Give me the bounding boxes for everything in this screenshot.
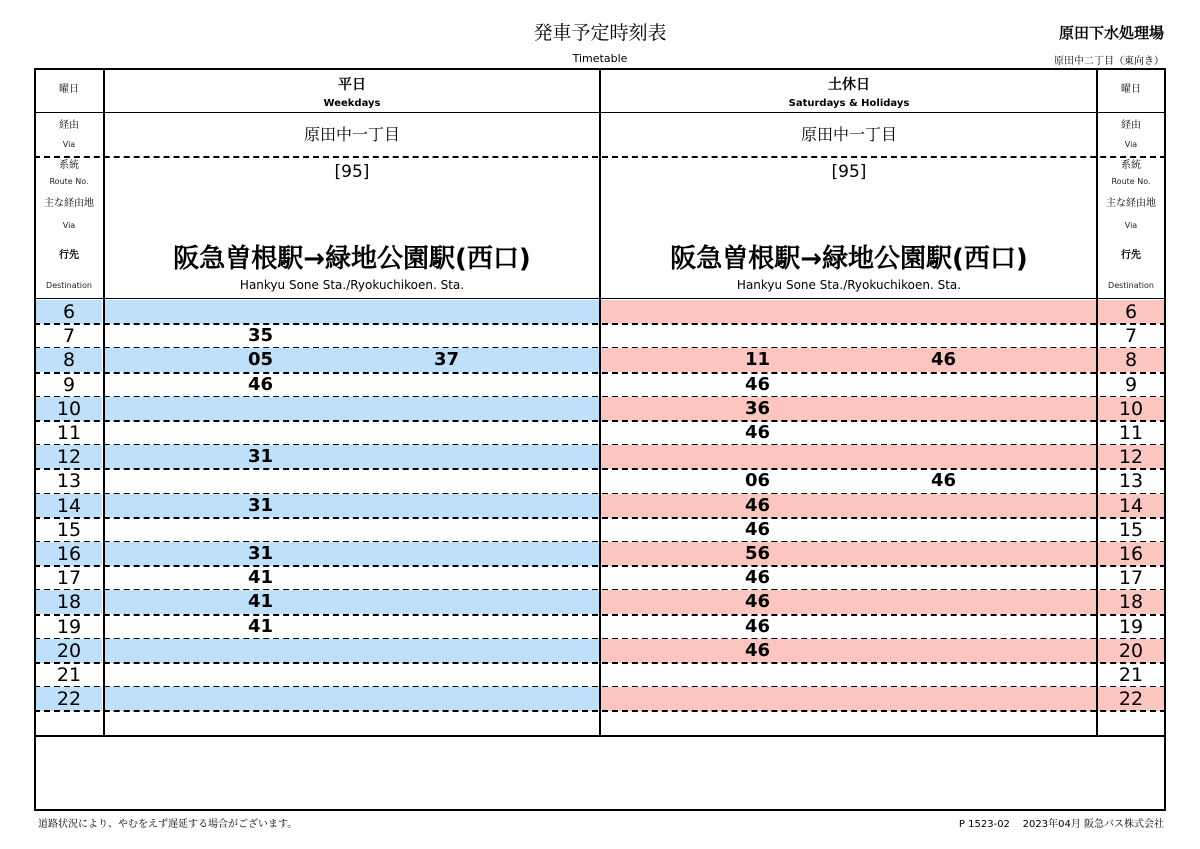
- label-destination-right: 行先: [1121, 250, 1141, 261]
- hour-label: 14: [36, 494, 102, 518]
- stop-name: 原田下水処理場: [1058, 24, 1164, 42]
- weekday-header: [104, 74, 600, 109]
- page-title: 発車予定時刻表: [533, 22, 667, 44]
- holiday-header: [601, 74, 1097, 109]
- departure-minute: 36: [745, 397, 771, 419]
- hour-label-right: 22: [1098, 687, 1164, 711]
- holiday-header-jp: 土休日: [828, 77, 870, 93]
- weekday-cell: [104, 542, 599, 566]
- holiday-cell: [601, 590, 1096, 614]
- departure-minute: 46: [745, 567, 771, 589]
- holiday-cell: [601, 639, 1096, 663]
- departure-minute: 05: [248, 349, 274, 371]
- holiday-cell: [601, 566, 1096, 590]
- label-day-right: 曜日: [1121, 84, 1141, 95]
- label-via-en-text: Via: [62, 140, 76, 149]
- hour-label: 11: [56, 422, 82, 444]
- label-route-en: [35, 176, 103, 187]
- departure-minute: 56: [745, 543, 771, 564]
- departure-minute: 31: [248, 446, 274, 468]
- holiday-destination: 阪急曽根駅→緑地公園駅(西口): [670, 244, 1028, 274]
- weekday-cell: [104, 300, 599, 324]
- weekday-cell: [104, 687, 599, 711]
- label-via: 経由: [59, 120, 79, 131]
- hour-label-right: 19: [1118, 615, 1144, 638]
- weekday-route: [95]: [334, 162, 370, 182]
- departure-minute: 46: [931, 470, 957, 492]
- weekday-cell: [104, 663, 599, 687]
- hour-label: 21: [56, 664, 82, 686]
- holiday-header-en: Saturdays & Holidays: [788, 98, 910, 109]
- label-main-via-right: 主な経由地: [1106, 198, 1156, 209]
- holiday-cell: [601, 445, 1096, 469]
- label-route-en-text: Route No.: [49, 177, 89, 186]
- departure-minute: 46: [248, 373, 274, 395]
- hour-label: 17: [56, 567, 82, 590]
- holiday-cell: [601, 348, 1096, 372]
- departure-minute: 46: [931, 349, 957, 371]
- date-company: 2023年04月 阪急バス株式会社: [1022, 819, 1164, 830]
- hour-label-right: 18: [1098, 590, 1164, 614]
- hour-label-right: 7: [1124, 325, 1138, 348]
- departure-minute: 46: [745, 518, 771, 540]
- label-day: 曜日: [59, 84, 79, 95]
- departure-minute: 46: [745, 591, 771, 613]
- hour-label-right: 12: [1098, 445, 1164, 469]
- departure-minute: 37: [434, 349, 460, 371]
- divider: [103, 68, 105, 736]
- hour-label: 6: [36, 300, 102, 324]
- departure-minute: 31: [248, 543, 274, 564]
- weekday-cell: [104, 324, 599, 348]
- label-route-right: 系統: [1121, 160, 1141, 171]
- label-destination-en: [35, 280, 103, 291]
- hour-label-right: 11: [1118, 422, 1144, 444]
- divider: [34, 735, 1166, 737]
- hour-label: 10: [36, 397, 102, 421]
- weekday-cell: [104, 445, 599, 469]
- hour-label-right: 10: [1098, 397, 1164, 421]
- label-route-en-right-text: Route No.: [1111, 177, 1151, 186]
- holiday-cell: [601, 300, 1096, 324]
- label-via-right: 経由: [1121, 120, 1141, 131]
- weekday-via: 原田中一丁目: [303, 125, 400, 144]
- delay-note: 道路状況により、やむをえず遅延する場合がございます。: [38, 819, 298, 830]
- departure-minute: 31: [248, 494, 274, 516]
- hour-label-right: 13: [1118, 470, 1144, 493]
- weekday-destination-en: Hankyu Sone Sta./Ryokuchikoen. Sta.: [239, 278, 465, 292]
- holiday-route: [95]: [831, 162, 867, 182]
- weekday-cell: [104, 615, 599, 639]
- departure-minute: 06: [745, 470, 771, 492]
- weekday-cell: [104, 639, 599, 663]
- label-via-en: [35, 139, 103, 150]
- hour-label: 16: [36, 542, 102, 566]
- label-via-en-right-text: Via: [1124, 140, 1138, 149]
- weekday-header-jp: 平日: [338, 77, 366, 93]
- holiday-destination-en: Hankyu Sone Sta./Ryokuchikoen. Sta.: [736, 278, 962, 292]
- hour-label-right: 21: [1118, 664, 1144, 686]
- departure-minute: 46: [745, 373, 771, 395]
- label-main-via-en-right-text: Via: [1124, 221, 1138, 230]
- hour-label: 18: [36, 590, 102, 614]
- holiday-via: 原田中一丁目: [800, 125, 897, 144]
- hour-label: 9: [62, 373, 76, 396]
- hour-label: 13: [56, 470, 82, 493]
- departure-minute: 46: [745, 494, 771, 516]
- holiday-cell: [601, 542, 1096, 566]
- hour-label: 20: [36, 639, 102, 663]
- weekday-cell: [104, 373, 599, 397]
- label-via-en-right: [1097, 139, 1165, 150]
- weekday-cell: [104, 518, 599, 542]
- page-subtitle: Timetable: [572, 52, 628, 65]
- hour-label-right: 17: [1118, 567, 1144, 590]
- hour-label-right: 9: [1124, 373, 1138, 396]
- holiday-cell: [601, 397, 1096, 421]
- departure-minute: 46: [745, 422, 771, 443]
- departure-minute: 46: [745, 615, 771, 637]
- label-route: 系統: [59, 160, 79, 171]
- holiday-cell: [601, 518, 1096, 542]
- holiday-cell: [601, 469, 1096, 493]
- label-main-via: 主な経由地: [44, 198, 94, 209]
- hour-label-right: 20: [1098, 639, 1164, 663]
- weekday-destination: 阪急曽根駅→緑地公園駅(西口): [173, 244, 531, 274]
- weekday-cell: [104, 590, 599, 614]
- label-route-en-right: [1097, 176, 1165, 187]
- hour-label-right: 14: [1098, 494, 1164, 518]
- footer-info: [959, 815, 1164, 830]
- departure-minute: 41: [248, 615, 274, 637]
- hour-label-right: 16: [1098, 542, 1164, 566]
- hour-label: 15: [56, 518, 82, 541]
- stop-direction: 原田中二丁目（東向き）: [1054, 56, 1164, 67]
- hour-label-right: 8: [1098, 348, 1164, 372]
- departure-minute: 35: [248, 325, 274, 347]
- departure-minute: 11: [745, 349, 771, 371]
- departure-minute: 41: [248, 567, 274, 589]
- divider: [1096, 68, 1098, 736]
- hour-label: 19: [56, 615, 82, 638]
- hour-label: 7: [62, 325, 76, 348]
- holiday-cell: [601, 494, 1096, 518]
- holiday-cell: [601, 324, 1096, 348]
- weekday-cell: [104, 348, 599, 372]
- label-destination-en-text: Destination: [46, 281, 92, 290]
- weekday-cell: [104, 397, 599, 421]
- hour-label: 22: [36, 687, 102, 711]
- label-destination-en-right-text: Destination: [1108, 281, 1154, 290]
- label-main-via-en: [35, 220, 103, 231]
- departure-minute: 41: [248, 591, 274, 613]
- page-code: P 1523-02: [958, 819, 1010, 830]
- weekday-cell: [104, 421, 599, 445]
- departure-minute: 46: [745, 639, 771, 661]
- hour-label-right: 6: [1098, 300, 1164, 324]
- hour-label: 12: [36, 445, 102, 469]
- weekday-cell: [104, 566, 599, 590]
- label-destination: 行先: [59, 250, 79, 261]
- label-main-via-en-text: Via: [62, 221, 76, 230]
- hour-label: 8: [36, 348, 102, 372]
- hour-label-right: 15: [1118, 518, 1144, 541]
- holiday-cell: [601, 373, 1096, 397]
- holiday-cell: [601, 663, 1096, 687]
- divider: [599, 68, 601, 736]
- holiday-cell: [601, 687, 1096, 711]
- weekday-cell: [104, 494, 599, 518]
- weekday-cell: [104, 469, 599, 493]
- weekday-header-en: Weekdays: [323, 98, 381, 109]
- label-main-via-en-right: [1097, 220, 1165, 231]
- holiday-cell: [601, 421, 1096, 445]
- label-destination-en-right: [1097, 280, 1165, 291]
- holiday-cell: [601, 615, 1096, 639]
